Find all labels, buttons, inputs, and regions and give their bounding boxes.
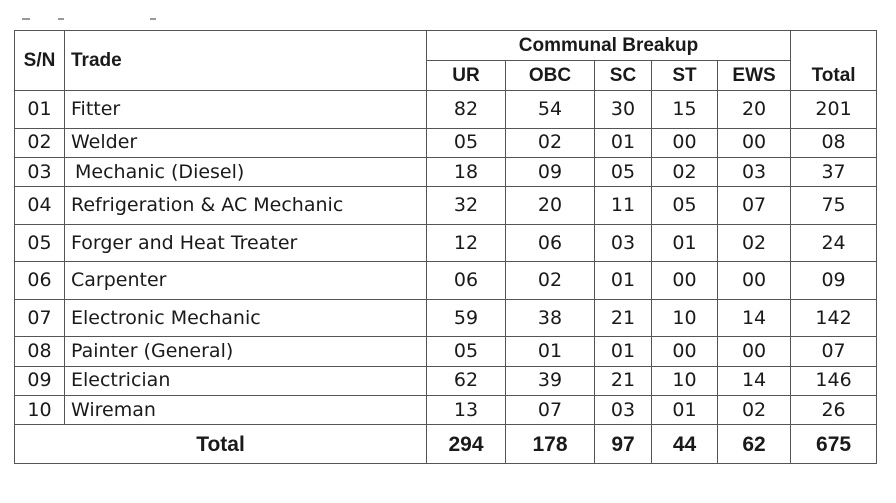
cell-trade: Refrigeration & AC Mechanic [65, 187, 427, 225]
table-row [15, 262, 877, 300]
header-ews: EWS [718, 61, 791, 91]
header-st: ST [652, 61, 718, 91]
cell-obc: 02 [506, 262, 595, 300]
table-row [15, 396, 877, 425]
cell-ur: 05 [427, 337, 506, 366]
cell-ur: 59 [427, 299, 506, 337]
cell-st: 00 [652, 337, 718, 366]
cell-trade: Electronic Mechanic [65, 299, 427, 337]
cell-sn: 02 [15, 128, 65, 157]
cell-sc: 05 [595, 157, 652, 186]
table-row [15, 128, 877, 157]
cell-sn: 06 [15, 262, 65, 300]
cell-trade: Fitter [65, 91, 427, 129]
vacancy-table-container [14, 30, 876, 464]
cell-ur: 32 [427, 187, 506, 225]
cell-obc: 02 [506, 128, 595, 157]
cell-total: 146 [791, 366, 877, 395]
cell-ews: 02 [718, 396, 791, 425]
top-edge-mark [150, 18, 156, 20]
header-sc: SC [595, 61, 652, 91]
total-ews: 62 [718, 425, 791, 464]
cell-sn: 09 [15, 366, 65, 395]
cell-st: 01 [652, 396, 718, 425]
cell-ur: 62 [427, 366, 506, 395]
header-total-top [791, 31, 877, 61]
total-total: 675 [791, 425, 877, 464]
cell-sn: 08 [15, 337, 65, 366]
header-sn: S/N [15, 31, 65, 91]
cell-total: 37 [791, 157, 877, 186]
cell-total: 07 [791, 337, 877, 366]
table-row [15, 91, 877, 129]
cell-total: 24 [791, 224, 877, 262]
cell-obc: 20 [506, 187, 595, 225]
cell-sc: 03 [595, 224, 652, 262]
cell-sc: 03 [595, 396, 652, 425]
header-obc: OBC [506, 61, 595, 91]
header-ur: UR [427, 61, 506, 91]
cell-ews: 00 [718, 128, 791, 157]
header-row-top [15, 31, 877, 61]
cell-st: 10 [652, 366, 718, 395]
cell-obc: 09 [506, 157, 595, 186]
cell-ews: 14 [718, 299, 791, 337]
cell-ur: 18 [427, 157, 506, 186]
header-communal-breakup: Communal Breakup [427, 31, 791, 61]
total-st: 44 [652, 425, 718, 464]
table-row [15, 299, 877, 337]
cell-sc: 21 [595, 299, 652, 337]
cell-st: 01 [652, 224, 718, 262]
cell-sc: 01 [595, 337, 652, 366]
table-row [15, 366, 877, 395]
cell-ews: 00 [718, 337, 791, 366]
cell-obc: 54 [506, 91, 595, 129]
total-sc: 97 [595, 425, 652, 464]
cell-trade: Electrician [65, 366, 427, 395]
cell-trade: Welder [65, 128, 427, 157]
vacancy-table [14, 30, 877, 464]
total-ur: 294 [427, 425, 506, 464]
cell-obc: 06 [506, 224, 595, 262]
top-edge-mark [58, 18, 64, 20]
cell-ews: 00 [718, 262, 791, 300]
cell-total: 09 [791, 262, 877, 300]
cell-ews: 02 [718, 224, 791, 262]
cell-total: 08 [791, 128, 877, 157]
header-total: Total [791, 61, 877, 91]
cell-ur: 12 [427, 224, 506, 262]
cell-ur: 82 [427, 91, 506, 129]
header-trade: Trade [65, 31, 427, 91]
cell-sc: 30 [595, 91, 652, 129]
total-obc: 178 [506, 425, 595, 464]
cell-ews: 20 [718, 91, 791, 129]
cell-st: 10 [652, 299, 718, 337]
cell-total: 26 [791, 396, 877, 425]
cell-obc: 39 [506, 366, 595, 395]
cell-sc: 01 [595, 128, 652, 157]
total-label: Total [15, 425, 427, 464]
cell-sc: 21 [595, 366, 652, 395]
cell-ur: 13 [427, 396, 506, 425]
cell-total: 142 [791, 299, 877, 337]
cell-sn: 10 [15, 396, 65, 425]
cell-st: 00 [652, 262, 718, 300]
cell-sn: 03 [15, 157, 65, 186]
cell-obc: 38 [506, 299, 595, 337]
cell-sn: 01 [15, 91, 65, 129]
cell-st: 02 [652, 157, 718, 186]
cell-ews: 14 [718, 366, 791, 395]
cell-trade: Mechanic (Diesel) [65, 157, 427, 186]
cell-trade: Forger and Heat Treater [65, 224, 427, 262]
cell-trade: Carpenter [65, 262, 427, 300]
cell-sc: 11 [595, 187, 652, 225]
cell-obc: 01 [506, 337, 595, 366]
cell-ur: 06 [427, 262, 506, 300]
cell-sn: 05 [15, 224, 65, 262]
cell-trade: Wireman [65, 396, 427, 425]
cell-sc: 01 [595, 262, 652, 300]
table-row [15, 224, 877, 262]
total-row [15, 425, 877, 464]
cell-st: 00 [652, 128, 718, 157]
cell-total: 201 [791, 91, 877, 129]
cell-st: 15 [652, 91, 718, 129]
cell-trade: Painter (General) [65, 337, 427, 366]
top-edge-mark [22, 18, 30, 20]
cell-ews: 03 [718, 157, 791, 186]
cell-sn: 04 [15, 187, 65, 225]
cell-obc: 07 [506, 396, 595, 425]
table-row [15, 187, 877, 225]
table-row [15, 337, 877, 366]
cell-sn: 07 [15, 299, 65, 337]
cell-ur: 05 [427, 128, 506, 157]
cell-total: 75 [791, 187, 877, 225]
table-row [15, 157, 877, 186]
cell-ews: 07 [718, 187, 791, 225]
cell-st: 05 [652, 187, 718, 225]
